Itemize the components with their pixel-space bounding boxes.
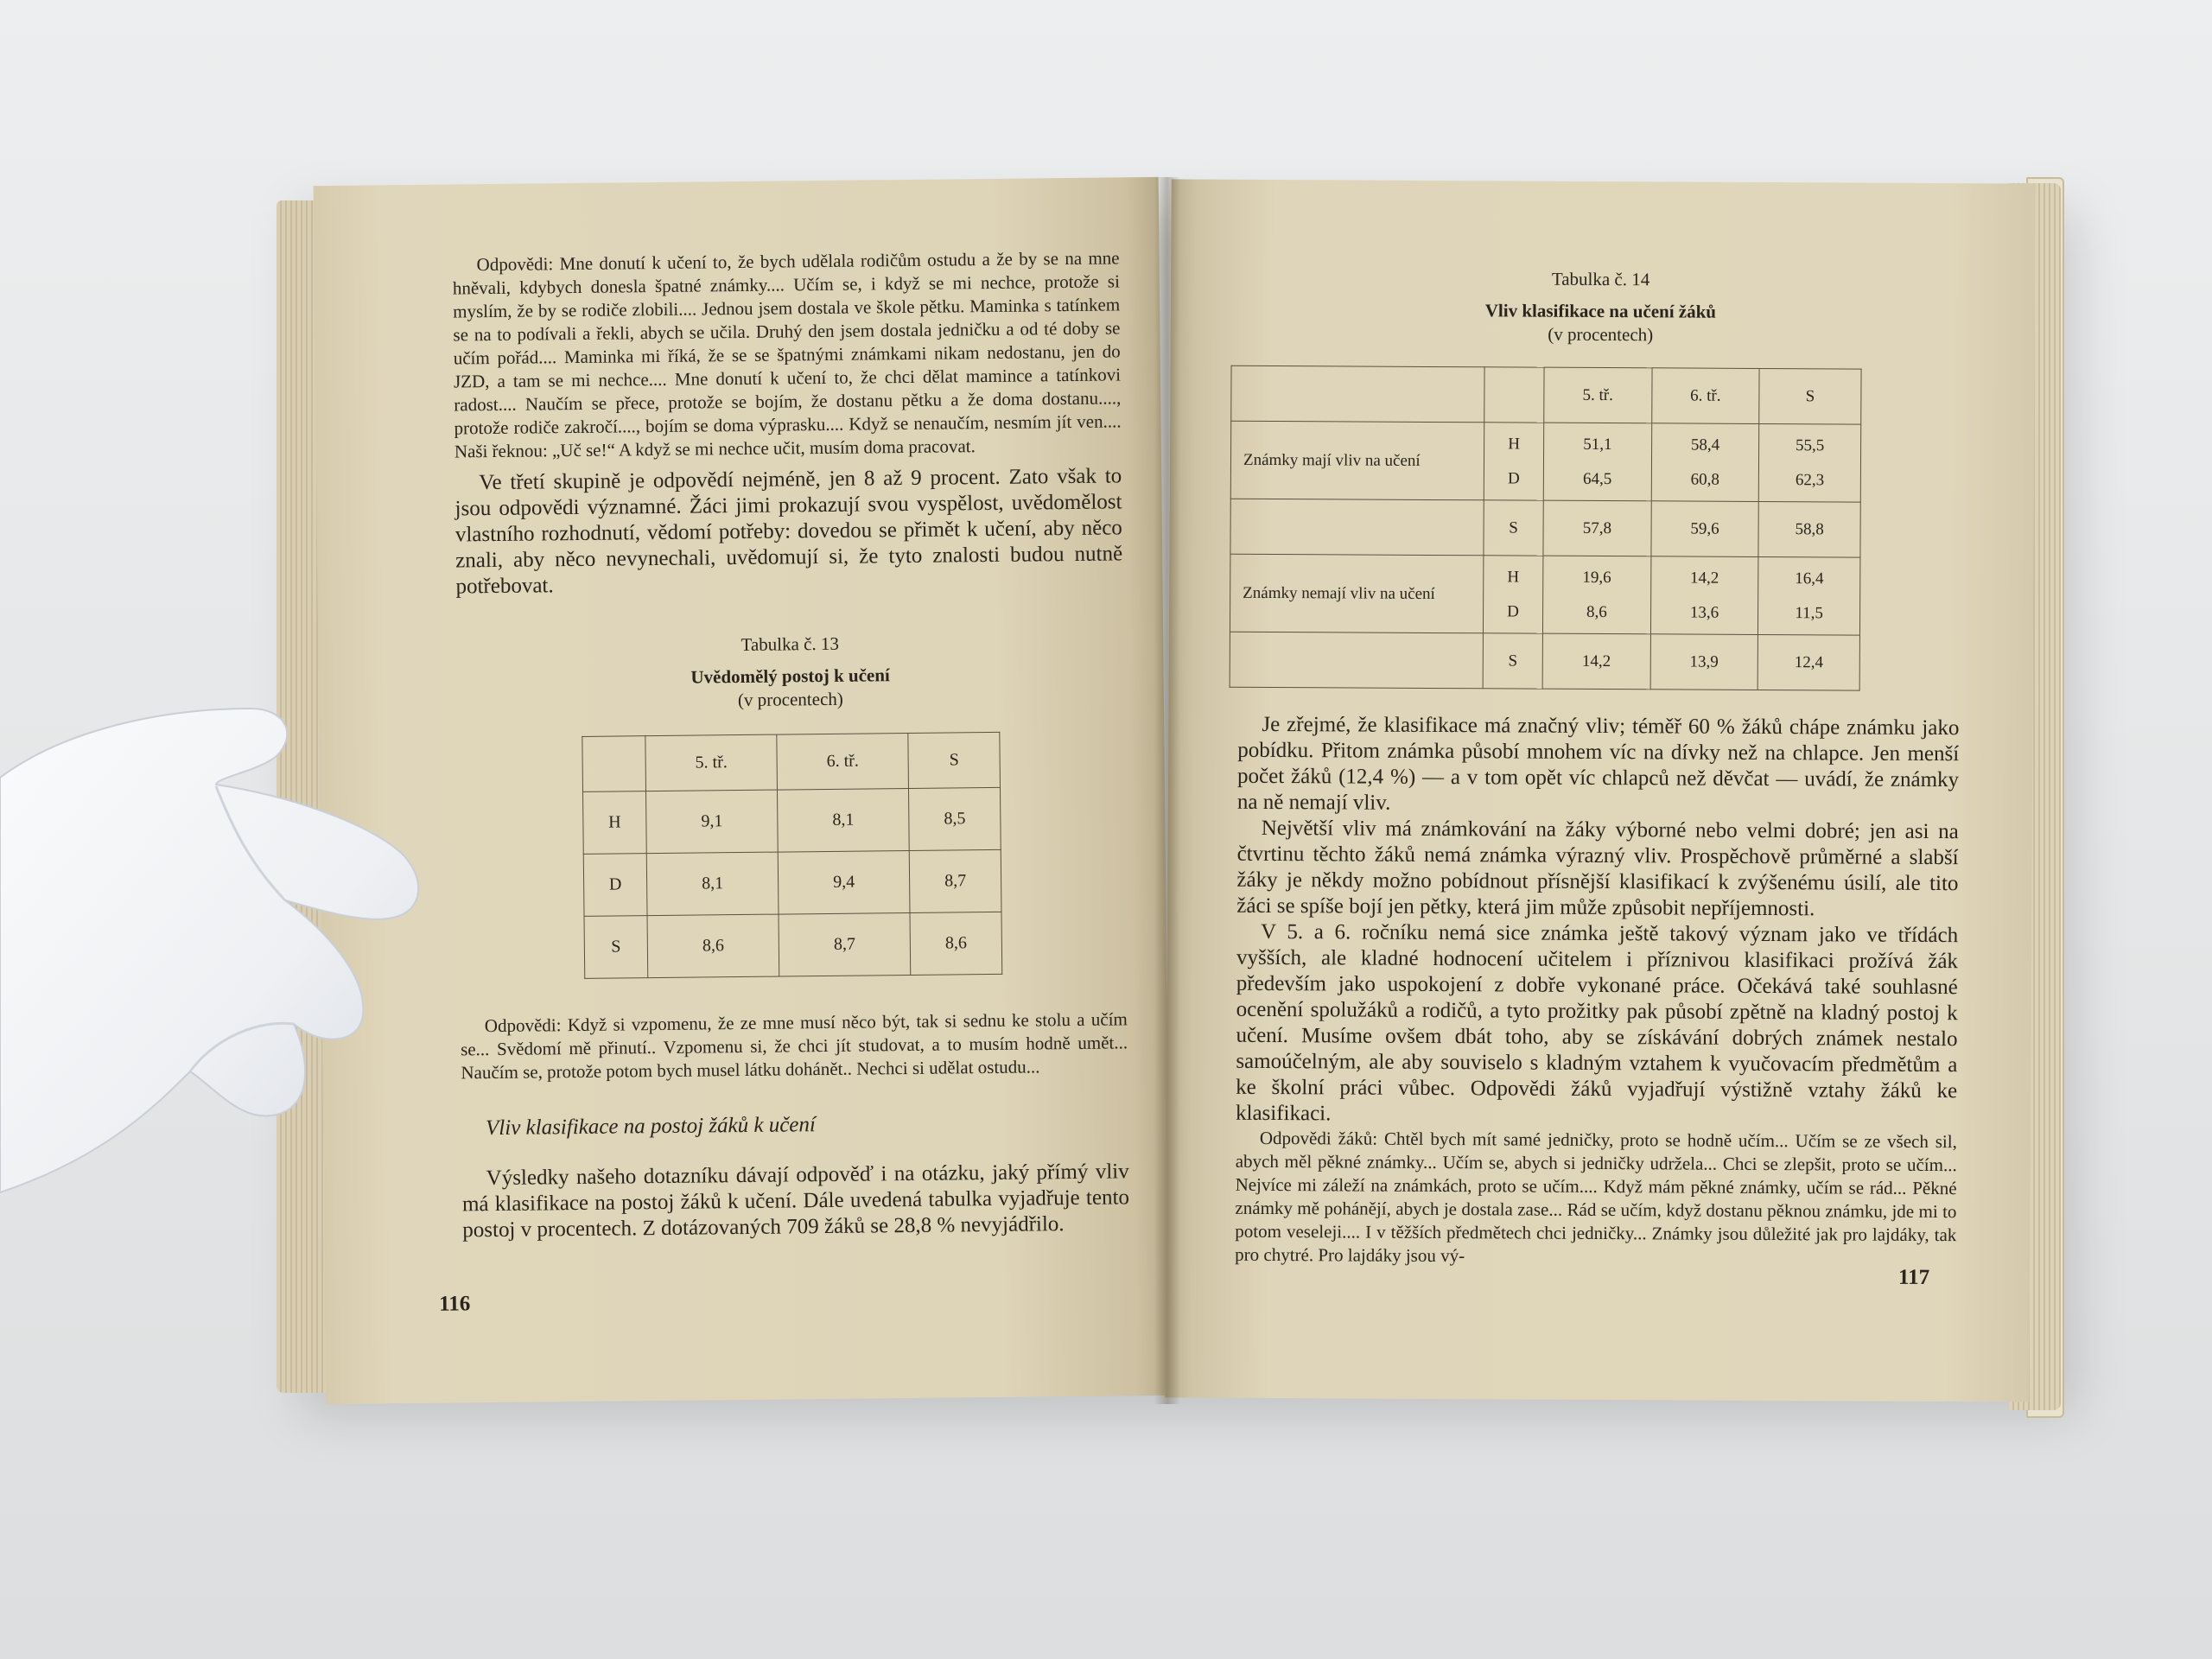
table-header-cell: 6. tř. bbox=[1651, 368, 1759, 424]
group-label-no-influence: Známky nemají vliv na učení bbox=[1230, 554, 1483, 633]
table-value: 14,2 bbox=[1690, 569, 1719, 588]
body-paragraph-grade-levels: V 5. a 6. ročníku nemá sice známka ještě takový význam jako ve třídách vyšších, ale kladné hodnocení učitelem i příznivou klasifikaci prožívá žák především jako uspokojení z dobře vykonané práce. Očekává také souhlasné ocenění spolužáků a rodičů, a tyto prožitky pak působí zpětně na kladný postoj k učení. Musíme ovšem dbát toho, aby se získávání dobrých známek nestalo samoúčelným, ale aby souviselo s kladným vztahem k vyučovacím předmětům a ke školní práci vůbec. Odpovědi žáků vyjadřují výstižně vztahy žáků ke klasifikaci. bbox=[1235, 919, 1959, 1126]
table-cell: 59,6 bbox=[1651, 501, 1759, 557]
table-header-cell: 5. tř. bbox=[1544, 367, 1652, 423]
table-cell bbox=[582, 736, 646, 792]
table-cell: 9,1 bbox=[646, 790, 779, 854]
row-label: S bbox=[1484, 500, 1543, 556]
row-labels bbox=[1484, 423, 1543, 500]
table-cell bbox=[1651, 423, 1759, 502]
group-label-has-influence: Známky mají vliv na učení bbox=[1230, 421, 1484, 500]
row-labels bbox=[1483, 556, 1542, 633]
table-value: 55,5 bbox=[1796, 435, 1825, 454]
row-label: S bbox=[584, 916, 648, 979]
answers-paragraph-2: Odpovědi: Když si vzpomenu, že ze mne musí něco být, tak si sednu ke stolu a učím se... Svědomí mě přinutí.. Vzpomenu si, že chci jít studovat, a to musím hodně umět... Naučím se, protože potom bych musel látku dohánět.. Nechci si udělat ostudu... bbox=[460, 1008, 1128, 1084]
table-13 bbox=[582, 732, 1002, 979]
table-cell: 8,1 bbox=[778, 788, 910, 852]
glove-palm bbox=[0, 709, 418, 1192]
table-header-cell: 5. tř. bbox=[645, 734, 778, 791]
book-spine-gutter bbox=[1154, 177, 1180, 1404]
table-cell: 9,4 bbox=[778, 850, 910, 914]
body-paragraph-grading: Největší vliv má známkování na žáky výborné nebo velmi dobré; jen asi na čtvrtinu těchto žáků nemá známka výrazný vliv. Prospěchově průměrné a slabší žáky je někdy možno pobídnout přísnější klasifikací k zvýšenému úsilí, ale tito žáci se spíše bojí jen pětky, která jim může způsobit nepříjemnosti. bbox=[1236, 816, 1959, 921]
table-value: 13,6 bbox=[1689, 603, 1719, 622]
table-header-cell: S bbox=[908, 732, 1001, 788]
table-cell: 8,5 bbox=[909, 787, 1001, 850]
table-value: 16,4 bbox=[1795, 569, 1824, 588]
table-cell bbox=[1650, 556, 1758, 635]
table-value: 11,5 bbox=[1795, 603, 1824, 622]
table-value: 62,3 bbox=[1795, 470, 1825, 489]
body-paragraph-results: Výsledky našeho dotazníku dávají odpověď i na otázku, jaký přímý vliv má klasifikace na postoj žáků k učení. Dále uvedená tabulka vyjadřuje tento postoj v procentech. Z dotázovaných 709 žáků se 28,8 % nevyjádřilo. bbox=[461, 1160, 1130, 1243]
table-13-block bbox=[456, 629, 1127, 980]
table-row bbox=[584, 912, 1002, 978]
row-label: H bbox=[1507, 567, 1520, 587]
table-cell: 8,7 bbox=[909, 849, 1001, 912]
table-cell: 8,1 bbox=[646, 852, 779, 916]
table-row bbox=[1230, 421, 1860, 502]
row-label: D bbox=[583, 854, 647, 917]
table-14-caption: Tabulka č. 14 bbox=[1551, 268, 1650, 290]
table-value: 8,6 bbox=[1586, 602, 1607, 621]
body-paragraph-third-group: Ve třetí skupině je odpovědí nejméně, jen 8 až 9 procent. Zato však to jsou odpovědi významné. Žáci jimi prokazují svou vyspělost, uvědomělost vlastního rozhodnutí, vědomí potřeby: dovedou se přimět k učení, aby něco znali, aby něco nevynechali, uvědomují si, že tyto znalosti budou nutně potřebovat. bbox=[454, 464, 1123, 599]
table-value: 64,5 bbox=[1583, 469, 1612, 488]
table-14-block bbox=[1238, 266, 1962, 691]
table-cell: 8,7 bbox=[779, 912, 911, 976]
table-cell: 14,2 bbox=[1542, 633, 1650, 690]
table-cell: 13,9 bbox=[1650, 634, 1758, 690]
table-13-title: Uvědomělý postoj k učení bbox=[690, 664, 890, 688]
page-number-left: 116 bbox=[439, 1292, 471, 1316]
page-number-right: 117 bbox=[1897, 1265, 1930, 1290]
table-cell: 12,4 bbox=[1758, 634, 1859, 690]
table-value: 51,1 bbox=[1583, 435, 1612, 454]
row-label: H bbox=[1508, 434, 1521, 454]
table-cell: 57,8 bbox=[1543, 500, 1651, 556]
table-value: 58,4 bbox=[1690, 435, 1720, 454]
table-cell bbox=[1543, 423, 1651, 501]
table-row bbox=[583, 787, 1001, 854]
table-row bbox=[1231, 365, 1861, 424]
table-row bbox=[1230, 632, 1859, 690]
table-14-subtitle: (v procentech) bbox=[1548, 323, 1654, 346]
table-cell bbox=[1484, 367, 1544, 423]
table-row bbox=[582, 732, 1001, 791]
section-heading: Vliv klasifikace na postoj žáků k učení bbox=[485, 1113, 817, 1141]
row-label: S bbox=[1483, 633, 1542, 689]
table-header-cell: 6. tř. bbox=[777, 733, 909, 790]
table-cell: 8,6 bbox=[647, 914, 779, 978]
row-label: D bbox=[1507, 601, 1519, 621]
body-paragraph-classification: Je zřejmé, že klasifikace má značný vliv; téměř 60 % žáků chápe známku jako pobídku. Přitom známka působí mnohem víc na dívky než na chlapce. Jen menší počet žáků (12,4 %) — a v tom opět víc chlapců než děvčat — uvádí, že známky na ně nemají vliv. bbox=[1236, 712, 1960, 815]
table-13-subtitle: (v procentech) bbox=[737, 688, 843, 711]
gloved-hand bbox=[0, 674, 449, 1279]
table-14 bbox=[1230, 365, 1862, 691]
table-cell: 58,8 bbox=[1758, 501, 1860, 557]
table-value: 60,8 bbox=[1690, 470, 1719, 489]
table-value: 19,6 bbox=[1582, 568, 1611, 587]
table-cell bbox=[1231, 365, 1484, 423]
table-cell: 8,6 bbox=[910, 912, 1002, 975]
answers-paragraph-3: Odpovědi žáků: Chtěl bych mít samé jedničky, proto se hodně učím... Učím se ze všech sil, abych měl pěkné známky... Učím se, abych si jedničky udržela... Chci se zlepšit, proto se učím... Nejvíce mi záleží na známkách, proto se učím.... Když mám pěkné známky, učím se rád... Pěkné známky mě pohánějí, abych je dostala zase... Rád se učím, když dostanu pěknou známku, jde mi to potom veseleji.... I v těžších předmětech chci jedničky... Známky jsou důležité jak pro lajdáky, tak pro chytré. Pro lajdáky jsou vý- bbox=[1235, 1127, 1957, 1267]
table-cell bbox=[1230, 632, 1483, 689]
row-label: D bbox=[1507, 468, 1520, 488]
table-cell bbox=[1758, 423, 1860, 502]
table-cell bbox=[1542, 556, 1650, 634]
right-page bbox=[1165, 179, 2035, 1402]
answers-paragraph-1: Odpovědi: Mne donutí k učení to, že bych udělala rodičům ostudu a že by se na mne hněvali, kdybych donesla špatné známky.... Učím se, i když se mi nechce, protože si myslím, že by se rodiče zlobili.... Jednou jsem dostala ve škole pětku. Maminka s tatínkem se na to podívali a řekli, abych se učila. Druhý den jsem dostala jedničku a od té doby se učím pořád.... Maminka mi říká, že se se špatnými známkami nikam nedostanu, jen do JZD, a tam se mi nechce.... Mne donutí k učení to, že chci dělat mamince a tatínkovi radost.... Naučím se přece, protože se bojím, že dostanu pětku a že doma dostanu...., protože rodiče zakročí...., bojím se doma výprasku.... Když se nenaučím, nesmím jít ven.... Naši řeknou: „Uč se!“ A když se mi nechce učit, musím doma pracovat. bbox=[452, 247, 1122, 462]
table-14-title: Vliv klasifikace na učení žáků bbox=[1484, 300, 1717, 322]
table-13-caption: Tabulka č. 13 bbox=[741, 632, 840, 656]
table-row bbox=[583, 849, 1001, 916]
table-cell bbox=[1230, 499, 1484, 556]
table-row bbox=[1230, 554, 1859, 635]
table-cell bbox=[1758, 556, 1860, 635]
table-header-cell: S bbox=[1759, 368, 1861, 424]
row-label: H bbox=[583, 791, 647, 855]
table-row bbox=[1230, 499, 1860, 557]
